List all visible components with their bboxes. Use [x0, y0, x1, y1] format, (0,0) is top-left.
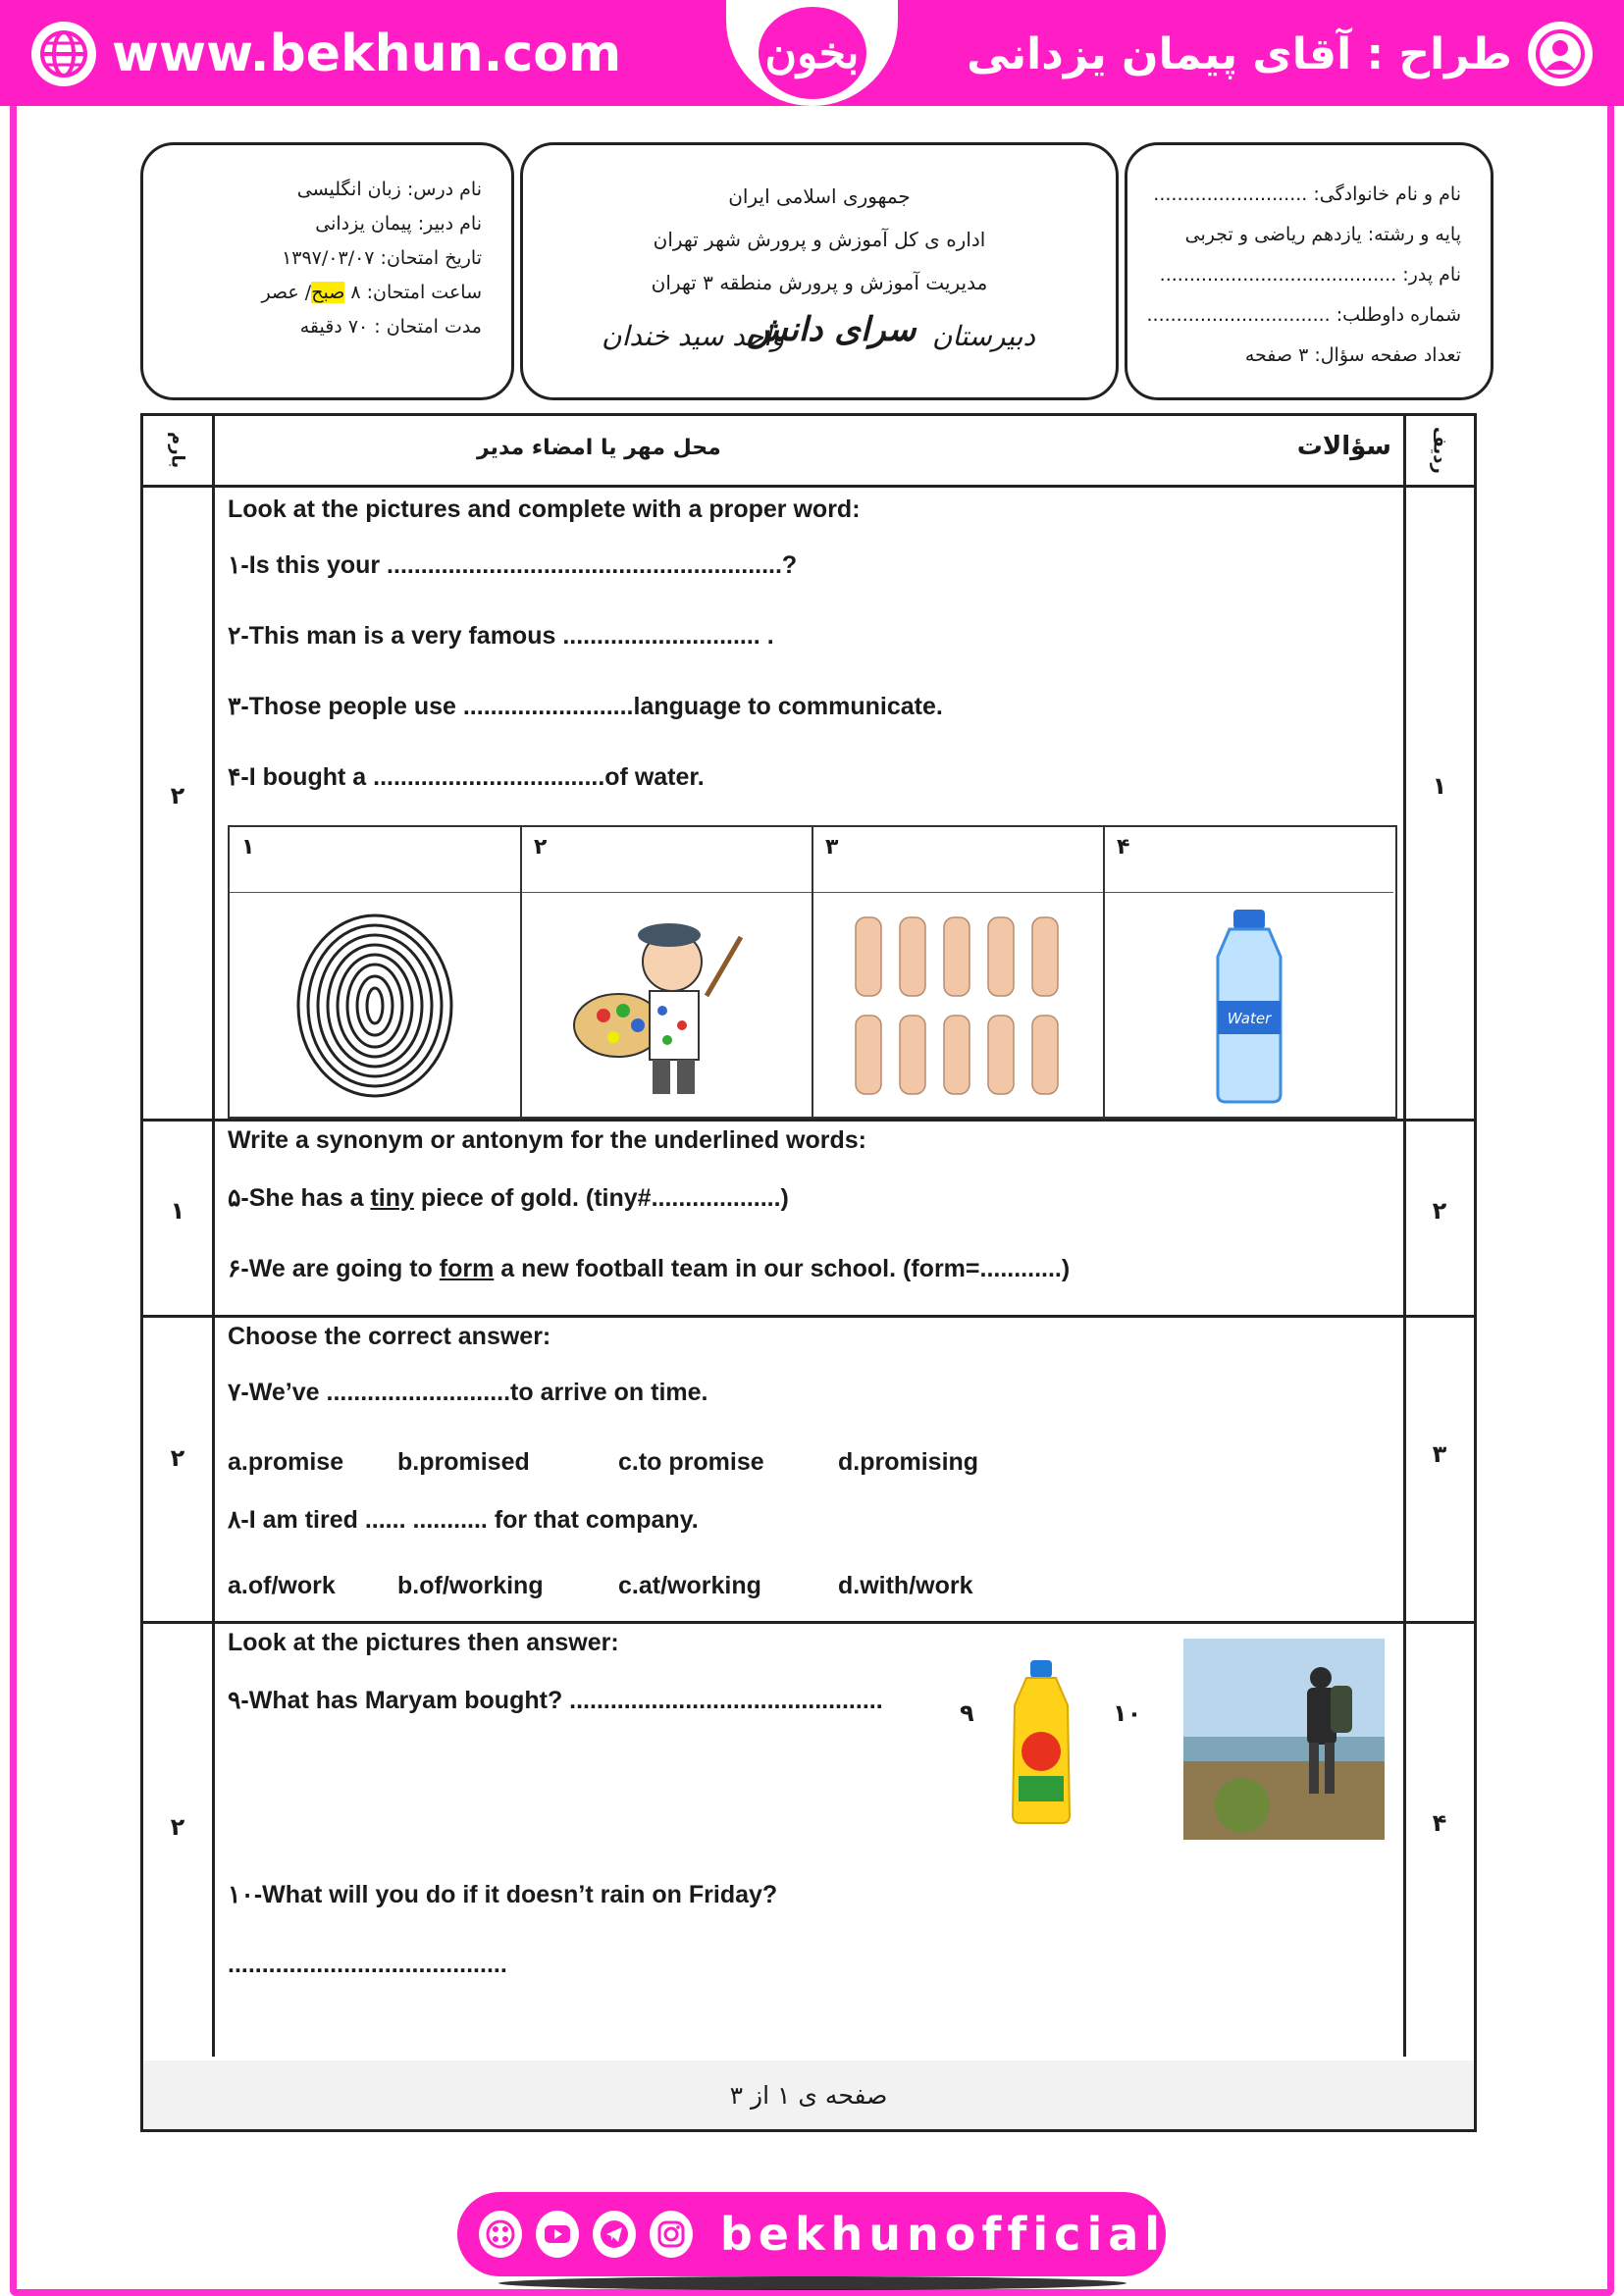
top-banner	[0, 0, 1624, 106]
underlined-word: form	[439, 1255, 495, 1282]
table-header	[143, 416, 1474, 488]
bottle-label: Water	[1227, 1009, 1272, 1027]
brand-logo-text: بخون	[759, 7, 866, 99]
option: b.of/working	[397, 1572, 544, 1599]
site-url[interactable]: www.bekhun.com	[112, 25, 622, 83]
option: c.at/working	[618, 1572, 761, 1599]
time-line	[261, 276, 482, 310]
water-bottle-image	[1115, 902, 1384, 1109]
student-info-box	[1125, 142, 1493, 400]
time-morning: صبح	[311, 282, 345, 303]
question-9: ۹-What has Maryam bought? ..............................................	[228, 1687, 883, 1714]
designer-label: طراح : آقای پیمان یزدانی	[967, 28, 1512, 79]
question-10: ۱۰-What will you do if it doesn’t rain on Friday?	[228, 1881, 778, 1908]
picture-cell	[813, 827, 1105, 1117]
social-handle[interactable]: bekhunofficial	[719, 2208, 1167, 2261]
option: d.promising	[838, 1448, 979, 1476]
picture-number: ۴	[1117, 835, 1130, 860]
question-section-3	[143, 1315, 1474, 1624]
option: c.to promise	[618, 1448, 764, 1476]
exam-info-box	[140, 142, 514, 400]
picture-number: ۱	[241, 835, 255, 860]
option: b.promised	[397, 1448, 530, 1476]
oil-bottle-image	[997, 1658, 1085, 1825]
option: a.of/work	[228, 1572, 336, 1599]
picture-cell	[1105, 827, 1393, 1117]
picture-number: ۳	[825, 835, 839, 860]
hiker-image	[1183, 1639, 1385, 1840]
question-section-1	[143, 488, 1474, 1122]
name-field: نام و نام خانوادگی: ..........................	[1153, 183, 1461, 205]
row-number: ۲	[1432, 1197, 1447, 1225]
row-number: ۳	[1432, 1440, 1447, 1468]
aparat-icon[interactable]	[479, 2211, 522, 2258]
teacher-line: نام دبیر: پیمان یزدانی	[315, 213, 482, 235]
time-suffix: / عصر	[261, 282, 312, 303]
painter-image	[532, 902, 802, 1109]
exam-sheet	[140, 413, 1477, 2132]
date-line: تاریخ امتحان: ۱۳۹۷/۰۳/۰۷	[282, 247, 482, 269]
time-prefix: ساعت امتحان: ۸	[350, 282, 482, 303]
sign-language-image	[823, 902, 1093, 1109]
question-7: ۷-We’ve ...........................to arrive on time.	[228, 1379, 708, 1406]
telegram-icon[interactable]	[593, 2211, 636, 2258]
seat-field: شماره داوطلب: ...............................	[1146, 304, 1461, 326]
republic-line: جمهوری اسلامی ایران	[728, 184, 911, 208]
question-4: ۴-I bought a ..................................of water.	[228, 763, 705, 791]
mark-value: ۱	[170, 1197, 185, 1225]
question-2: ۲-This man is a very famous ............................. .	[228, 622, 774, 650]
question-5: ۵-She has a tiny piece of gold. (tiny#...................)	[228, 1184, 789, 1212]
office-line: اداره ی کل آموزش و پرورش شهر تهران	[653, 228, 986, 251]
picture-cell	[522, 827, 813, 1117]
mark-value: ۲	[170, 1444, 185, 1472]
school-branch: واحد سید خندان	[602, 320, 785, 352]
brand-logo	[726, 0, 898, 106]
row-number: ۴	[1432, 1809, 1447, 1837]
instruction: Choose the correct answer:	[228, 1323, 551, 1350]
fingerprint-image	[239, 902, 510, 1109]
picture-9-label: ۹	[960, 1699, 974, 1727]
answer-line: .........................................	[228, 1951, 507, 1978]
question-8: ۸-I am tired ...... ........... for that company.	[228, 1506, 699, 1534]
option: d.with/work	[838, 1572, 973, 1599]
picture-10-label: ۱۰	[1113, 1699, 1142, 1727]
picture-cell	[230, 827, 522, 1117]
question-6: ۶-We are going to form a new football team in our school. (form=............)	[228, 1255, 1071, 1282]
questions-header: سؤالات	[1296, 432, 1391, 461]
father-field: نام پدر: ........................................	[1159, 264, 1461, 286]
row-number: ۱	[1432, 772, 1447, 800]
instruction: Look at the pictures then answer:	[228, 1629, 619, 1656]
user-icon	[1528, 22, 1593, 86]
question-1: ۱-Is this your ..........................................................?	[228, 551, 798, 579]
underlined-word: tiny	[370, 1184, 414, 1212]
option: a.promise	[228, 1448, 344, 1476]
grade-field: پایه و رشته: یازدهم ریاضی و تجربی	[1184, 224, 1461, 245]
site-link[interactable]	[31, 22, 621, 86]
page-number: صفحه ی ۱ از ۳	[143, 2061, 1474, 2129]
globe-icon	[31, 22, 96, 86]
school-info-box	[520, 142, 1119, 400]
pages-field: تعداد صفحه سؤال: ۳ صفحه	[1244, 344, 1461, 366]
instruction: Look at the pictures and complete with a proper word:	[228, 496, 861, 523]
stamp-area: محل مهر یا امضاء مدیر	[477, 436, 721, 460]
row-column-header: ردیف	[1429, 427, 1450, 474]
instruction: Write a synonym or antonym for the underlined words:	[228, 1126, 867, 1154]
question-section-4	[143, 1621, 1474, 2058]
social-footer[interactable]	[457, 2192, 1166, 2276]
district-line: مدیریت آموزش و پرورش منطقه ۳ تهران	[651, 271, 988, 294]
instagram-icon[interactable]	[650, 2211, 693, 2258]
picture-number: ۲	[534, 835, 548, 860]
youtube-icon[interactable]	[536, 2211, 579, 2258]
mark-value: ۲	[170, 782, 185, 809]
mark-value: ۲	[170, 1813, 185, 1841]
school-type: دبیرستان	[931, 320, 1035, 352]
school-name: سرای دانش	[747, 310, 917, 349]
subject-line: نام درس: زبان انگلیسی	[296, 179, 482, 200]
duration-line: مدت امتحان : ۷۰ دقیقه	[299, 316, 482, 338]
question-section-2	[143, 1119, 1474, 1318]
picture-table	[228, 825, 1397, 1119]
question-3: ۳-Those people use .........................language to communicate.	[228, 693, 943, 720]
footer-shadow	[498, 2276, 1126, 2290]
grade-column-header: بارم	[167, 432, 188, 469]
